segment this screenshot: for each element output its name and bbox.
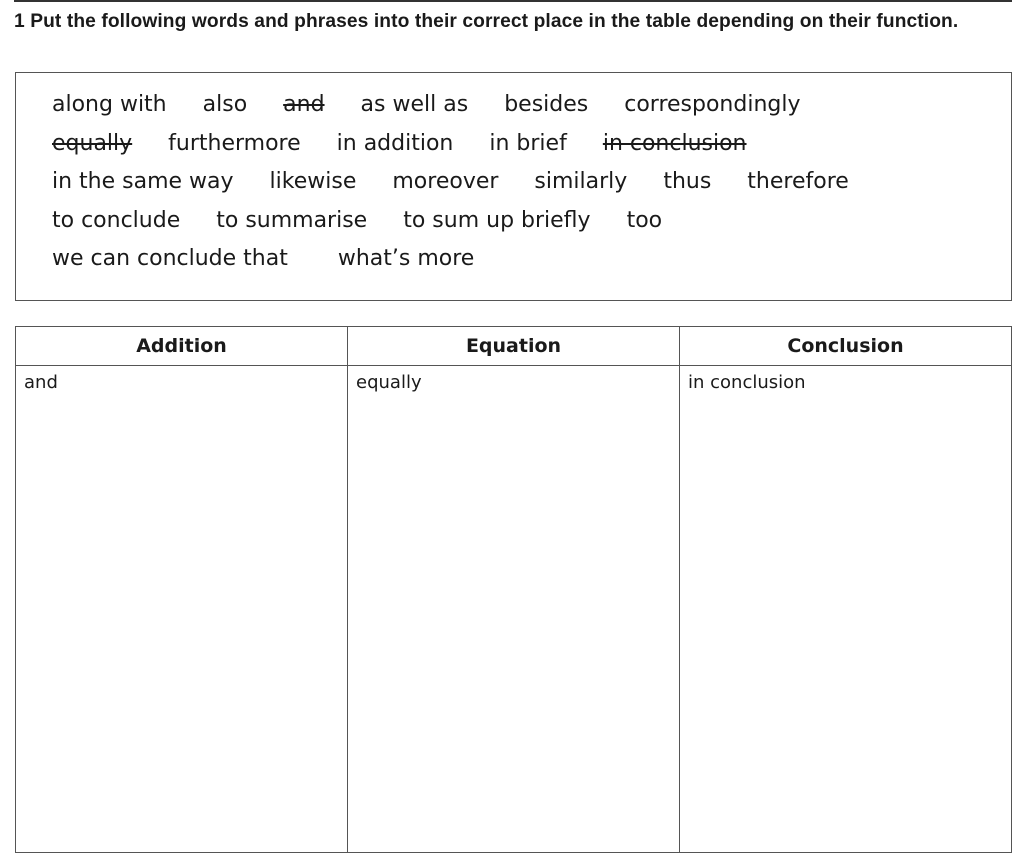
word-chip: therefore [747, 169, 849, 194]
word-chip: what’s more [337, 246, 475, 271]
word-bank-line [52, 131, 783, 165]
equation-cell[interactable]: equally [348, 366, 680, 853]
word-bank-box [15, 72, 1012, 301]
word-bank-line [52, 92, 837, 126]
word-chip: thus [663, 169, 712, 194]
word-chip: we can conclude that [52, 246, 288, 271]
word-bank-line [52, 246, 510, 280]
top-rule [14, 0, 1012, 2]
word-chip: furthermore [168, 131, 301, 156]
header-conclusion: Conclusion [680, 327, 1012, 366]
header-equation: Equation [348, 327, 680, 366]
word-chip: along with [52, 92, 167, 117]
word-chip: likewise [269, 169, 357, 194]
word-chip: correspondingly [624, 92, 801, 117]
header-addition: Addition [16, 327, 348, 366]
word-chip-struck: in conclusion [602, 131, 747, 156]
word-chip: also [202, 92, 248, 117]
table-row [16, 366, 1012, 853]
sorting-table [15, 326, 1012, 853]
table-header-row [16, 327, 1012, 366]
word-chip-struck: and [283, 92, 325, 117]
word-chip: besides [504, 92, 589, 117]
word-chip: moreover [392, 169, 499, 194]
word-chip: in brief [489, 131, 567, 156]
word-chip-struck: equally [52, 131, 133, 156]
word-chip: as well as [360, 92, 469, 117]
word-chip: to summarise [216, 208, 368, 233]
word-bank-line [52, 169, 885, 203]
word-chip: to conclude [52, 208, 181, 233]
word-chip: to sum up briefly [403, 208, 591, 233]
word-chip: in addition [336, 131, 454, 156]
addition-cell[interactable]: and [16, 366, 348, 853]
word-chip: in the same way [52, 169, 234, 194]
exercise-instruction: 1 Put the following words and phrases into their correct place in the table depending on their function. [14, 11, 959, 32]
word-chip: too [626, 208, 663, 233]
word-chip: similarly [534, 169, 628, 194]
conclusion-cell[interactable]: in conclusion [680, 366, 1012, 853]
word-bank-line [52, 208, 698, 242]
